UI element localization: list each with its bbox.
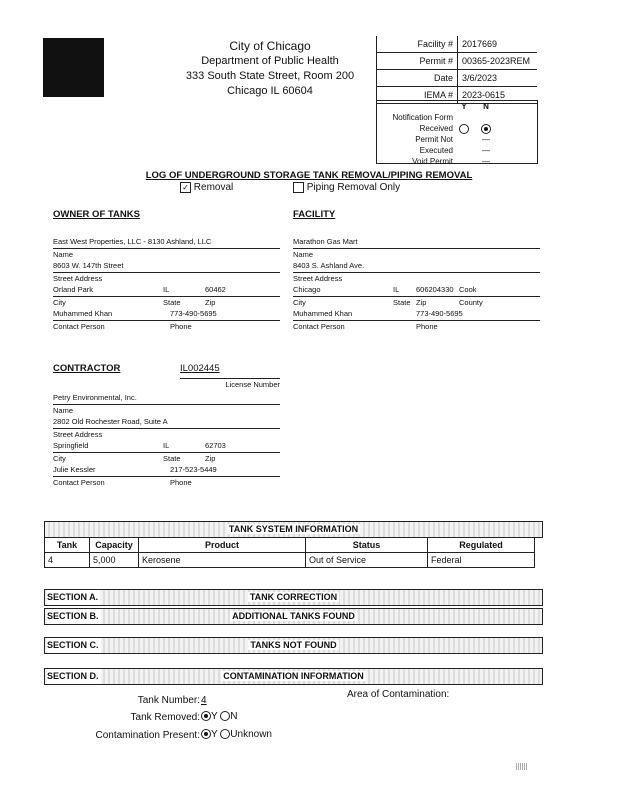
tank-number-label: Tank Number: — [137, 695, 200, 706]
date: 3/6/2023 — [457, 70, 537, 86]
facility-street: 8403 S. Ashland Ave. — [293, 260, 540, 273]
facility-name: Marathon Gas Mart — [293, 236, 540, 249]
owner-heading: OWNER OF TANKS — [53, 209, 140, 220]
contractor-block: Petry Environmental, Inc. Name 2802 Old Rochester Road, Suite A Street Address Springfield IL 62703 City State Zip Julie Kessler 217-523-5449 Contact Person Phone — [53, 392, 280, 488]
removed-no-radio[interactable] — [220, 711, 230, 721]
section-b-band: SECTION B. ADDITIONAL TANKS FOUND — [44, 608, 543, 625]
contractor-contact-line: Julie Kessler 217-523-5449 — [53, 464, 280, 477]
owner-name: East West Properties, LLC - 8130 Ashland, LLC — [53, 236, 280, 249]
received-no-radio[interactable] — [481, 124, 491, 134]
present-yes-radio[interactable] — [201, 729, 211, 739]
facility-number: 2017669 — [457, 36, 537, 52]
piping-option[interactable]: Piping Removal Only — [293, 182, 400, 193]
header-city: City of Chicago — [229, 39, 311, 53]
contamination-present-label: Contamination Present: — [95, 730, 200, 741]
iema-row: IEMA # 2023-0615 — [377, 86, 537, 103]
piping-checkbox[interactable] — [293, 182, 304, 193]
contractor-heading: CONTRACTOR — [53, 363, 121, 374]
facility-heading: FACILITY — [293, 209, 336, 220]
facility-contact-line: Muhammed Khan 773-490-5695 — [293, 308, 540, 321]
logo — [43, 38, 104, 97]
facility-block: Marathon Gas Mart Name 8403 S. Ashland Ave. Street Address Chicago IL 606204330 Cook City State Zip County Muhammed Khan 773-490-5695 Contact Person Phone — [293, 236, 540, 332]
owner-street: 8603 W. 147th Street — [53, 260, 280, 273]
license-label: License Number — [180, 378, 280, 390]
removed-yes-radio[interactable] — [201, 711, 211, 721]
page-mark — [516, 763, 528, 770]
section-d-band: SECTION D. CONTAMINATION INFORMATION — [44, 668, 543, 685]
tank-system-band: TANK SYSTEM INFORMATION — [44, 521, 543, 538]
tank-table-header: Tank Capacity Product Status Regulated — [45, 538, 535, 553]
contractor-name: Petry Environmental, Inc. — [53, 392, 280, 405]
owner-contact-line: Muhammed Khan 773-490-5695 — [53, 308, 280, 321]
contractor-street: 2802 Old Rochester Road, Suite A — [53, 416, 280, 429]
header-address: 333 South State Street, Room 200 — [185, 70, 355, 82]
permit-number-row: Permit # 00365-2023REM — [377, 52, 537, 69]
table-row: 4 5,000 Kerosene Out of Service Federal — [45, 553, 535, 568]
section-c-band: SECTION C. TANKS NOT FOUND — [44, 637, 543, 654]
tank-number-value: 4 — [201, 695, 207, 706]
facility-number-row: Facility # 2017669 — [377, 36, 537, 52]
tank-removed-options: Y N — [201, 711, 238, 722]
notification-box: Y N Notification Form Received Permit Not — Executed — Void Permit — — [376, 100, 538, 164]
facility-info-box — [376, 36, 537, 104]
permit-number: 00365-2023REM — [457, 53, 537, 69]
removal-checkbox[interactable]: ✓ — [180, 182, 191, 193]
section-a-band: SECTION A. TANK CORRECTION — [44, 589, 543, 606]
tank-removed-label: Tank Removed: — [130, 712, 200, 723]
iema-number: 2023-0615 — [457, 87, 537, 103]
present-unknown-radio[interactable] — [220, 729, 230, 739]
tank-table — [44, 537, 535, 568]
header-dept: Department of Public Health — [201, 55, 339, 67]
received-yes-radio[interactable] — [459, 124, 469, 134]
date-row: Date 3/6/2023 — [377, 69, 537, 86]
contractor-license: IL002445 — [180, 363, 220, 374]
header-citystate: Chicago IL 60604 — [227, 85, 313, 97]
removal-option[interactable]: ✓ Removal — [180, 182, 233, 193]
area-of-contamination-label: Area of Contamination: — [347, 689, 450, 700]
owner-block: East West Properties, LLC - 8130 Ashland, LLC Name 8603 W. 147th Street Street Address Orland Park IL 60462 City State Zip Muhammed Khan 773-490-5695 Contact Person Phone — [53, 236, 280, 332]
facility-city-line: Chicago IL 606204330 Cook — [293, 284, 540, 297]
page-title: LOG OF UNDERGROUND STORAGE TANK REMOVAL/PIPING REMOVAL — [145, 170, 473, 181]
contamination-present-options: Y Unknown — [201, 729, 272, 740]
owner-city-line: Orland Park IL 60462 — [53, 284, 280, 297]
contractor-city-line: Springfield IL 62703 — [53, 440, 280, 453]
